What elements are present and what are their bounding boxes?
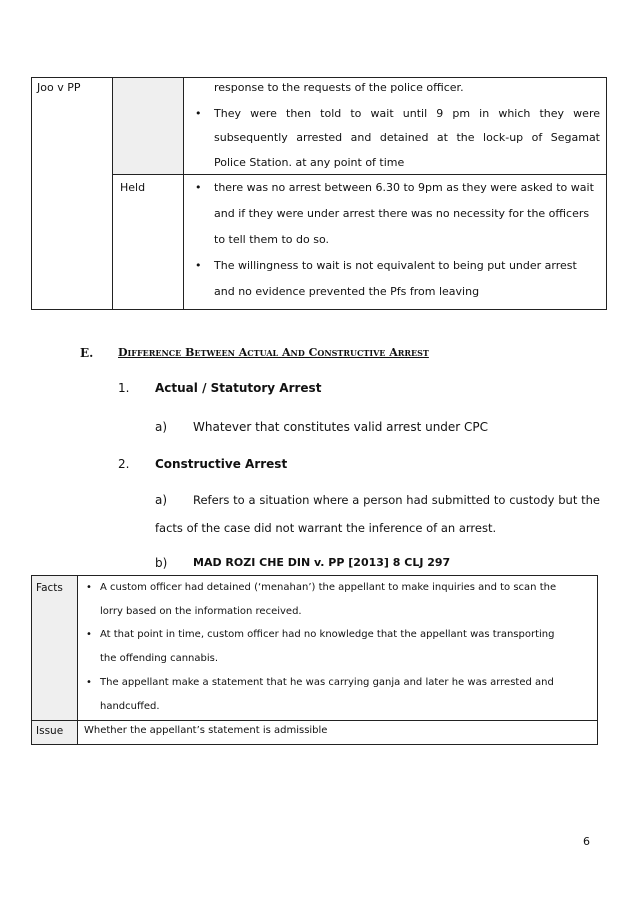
- fact2-line2: the offending cannabis.: [100, 653, 219, 664]
- row2-bullet1-line1: there was no arrest between 6.30 to 9pm as they were asked to wait: [214, 181, 594, 194]
- row1-bullet2-line1: They were then told to wait until 9 pm in which they were: [214, 107, 600, 120]
- item1-title: Actual / Statutory Arrest: [155, 381, 322, 395]
- item1-number: 1.: [118, 381, 130, 395]
- table-border-left: [31, 77, 32, 310]
- table-row-divider: [31, 720, 598, 721]
- table-border-left: [31, 575, 32, 745]
- bullet-icon: •: [86, 629, 92, 640]
- bullet-icon: •: [195, 259, 202, 272]
- fact1-line2: lorry based on the information received.: [100, 606, 302, 617]
- fact3-line2: handcuffed.: [100, 701, 160, 712]
- row2-bullet2-line2: and no evidence prevented the Pfs from leaving: [214, 285, 480, 298]
- fact2-line1: At that point in time, custom officer had no knowledge that the appellant was transporting: [100, 629, 555, 640]
- table-col-divider-1: [112, 77, 113, 310]
- table-border-top: [31, 575, 598, 576]
- case-name: Joo v PP: [37, 81, 81, 94]
- table-row-divider: [112, 174, 607, 175]
- section-letter: E.: [80, 346, 94, 360]
- row1-continuation: response to the requests of the police officer.: [214, 81, 464, 94]
- item2a-line2: facts of the case did not warrant the inference of an arrest.: [155, 521, 497, 535]
- shaded-cell: [31, 575, 77, 744]
- item1a-label: a): [155, 420, 168, 434]
- item2b-case-citation: MAD ROZI CHE DIN v. PP [2013] 8 CLJ 297: [193, 556, 451, 569]
- fact1-line1: A custom officer had detained (‘menahan’) the appellant to make inquiries and to scan the: [100, 582, 557, 593]
- fact3-line1: The appellant make a statement that he was carrying ganja and later he was arrested and: [100, 677, 554, 688]
- bullet-icon: •: [86, 582, 92, 593]
- page-number: 6: [583, 835, 590, 848]
- section-title: Difference Between Actual And Constructive Arrest: [118, 346, 429, 359]
- table-border-bottom: [31, 309, 607, 310]
- row2-bullet1-line3: to tell them to do so.: [214, 233, 330, 246]
- facts-label: Facts: [36, 582, 63, 594]
- item2-title: Constructive Arrest: [155, 457, 288, 471]
- table-col-divider-2: [183, 77, 184, 310]
- row1-bullet2-line2: subsequently arrested and detained at the lock-up of Segamat: [214, 131, 600, 144]
- row2-bullet2-line1: The willingness to wait is not equivalent to being put under arrest: [214, 259, 577, 272]
- item2-number: 2.: [118, 457, 130, 471]
- issue-label: Issue: [36, 725, 64, 737]
- row1-bullet2-line3: Police Station. at any point of time: [214, 156, 405, 169]
- item2a-label: a): [155, 493, 168, 507]
- table-border-top: [31, 77, 607, 78]
- bullet-icon: •: [195, 107, 202, 120]
- shaded-cell: [112, 77, 183, 174]
- held-label: Held: [120, 181, 146, 194]
- item2a-line1: Refers to a situation where a person had submitted to custody but the: [193, 493, 600, 507]
- table-col-divider: [77, 575, 78, 745]
- item1a-text: Whatever that constitutes valid arrest under CPC: [193, 420, 489, 434]
- table-border-bottom: [31, 744, 598, 745]
- bullet-icon: •: [195, 181, 202, 194]
- issue-text: Whether the appellant’s statement is admissible: [84, 725, 328, 736]
- item2b-label: b): [155, 556, 168, 570]
- table-border-right: [597, 575, 598, 745]
- row2-bullet1-line2: and if they were under arrest there was no necessity for the officers: [214, 207, 590, 220]
- table-border-right: [606, 77, 607, 310]
- bullet-icon: •: [86, 677, 92, 688]
